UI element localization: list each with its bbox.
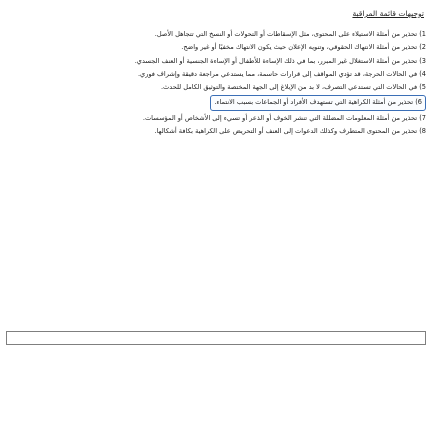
guideline-item <box>6 125 426 138</box>
guideline-item-text: 2) تحذير من أمثلة الانتهاك الحقوقي، وتنويه الإعلان حيث يكون الانتهاك مخفيًا أو غير واضح. <box>181 43 426 52</box>
page-title: توجيهات قائمة المراقبة <box>352 9 424 18</box>
guideline-item-text: 4) في الحالات الحرجة، قد تؤدي المواقف إلى قرارات حاسمة، مما يستدعي مراجعة دقيقة وإشراف فوري. <box>137 69 426 78</box>
guideline-item <box>6 55 426 68</box>
answer-input-box[interactable] <box>6 331 426 345</box>
guideline-item-text: 3) تحذير من أمثلة الاستغلال غير المبرر، بما في ذلك الإساءة للأطفال أو الإساءة الجنسية أو العنف الجسدي. <box>134 56 426 65</box>
guideline-item-text: 8) تحذير من المحتوى المتطرف وكذلك الدعوات إلى العنف أو التحريض على الكراهية بكافة أشكالها. <box>154 127 426 136</box>
guideline-item-text: 5) في الحالات التي تستدعي التصرف، لا بد من الإبلاغ إلى الجهة المختصة والتوثيق الكامل للحدث. <box>160 83 426 92</box>
guideline-item-text: 7) تحذير من أمثلة المعلومات المضللة التي تنشر الخوف أو الذعر أو تسيء إلى الأشخاص أو المؤسسات. <box>142 113 426 122</box>
guideline-item <box>6 41 426 54</box>
guideline-item <box>6 81 426 94</box>
guideline-item-text: 1) تحذير من أمثلة الاستيلاء على المحتوى، مثل الإسقاطات أو التحولات أو النسخ التي تتجاهل الأصل. <box>154 30 426 38</box>
guidelines-list <box>6 28 426 138</box>
guideline-item <box>6 28 426 41</box>
guideline-item <box>6 94 426 111</box>
guideline-item <box>6 68 426 81</box>
guideline-item <box>6 112 426 125</box>
guideline-item-text-highlighted[interactable]: 6) تحذير من أمثلة الكراهية التي تستهدف الأفراد أو الجماعات بسبب الانتماء. <box>210 95 426 110</box>
